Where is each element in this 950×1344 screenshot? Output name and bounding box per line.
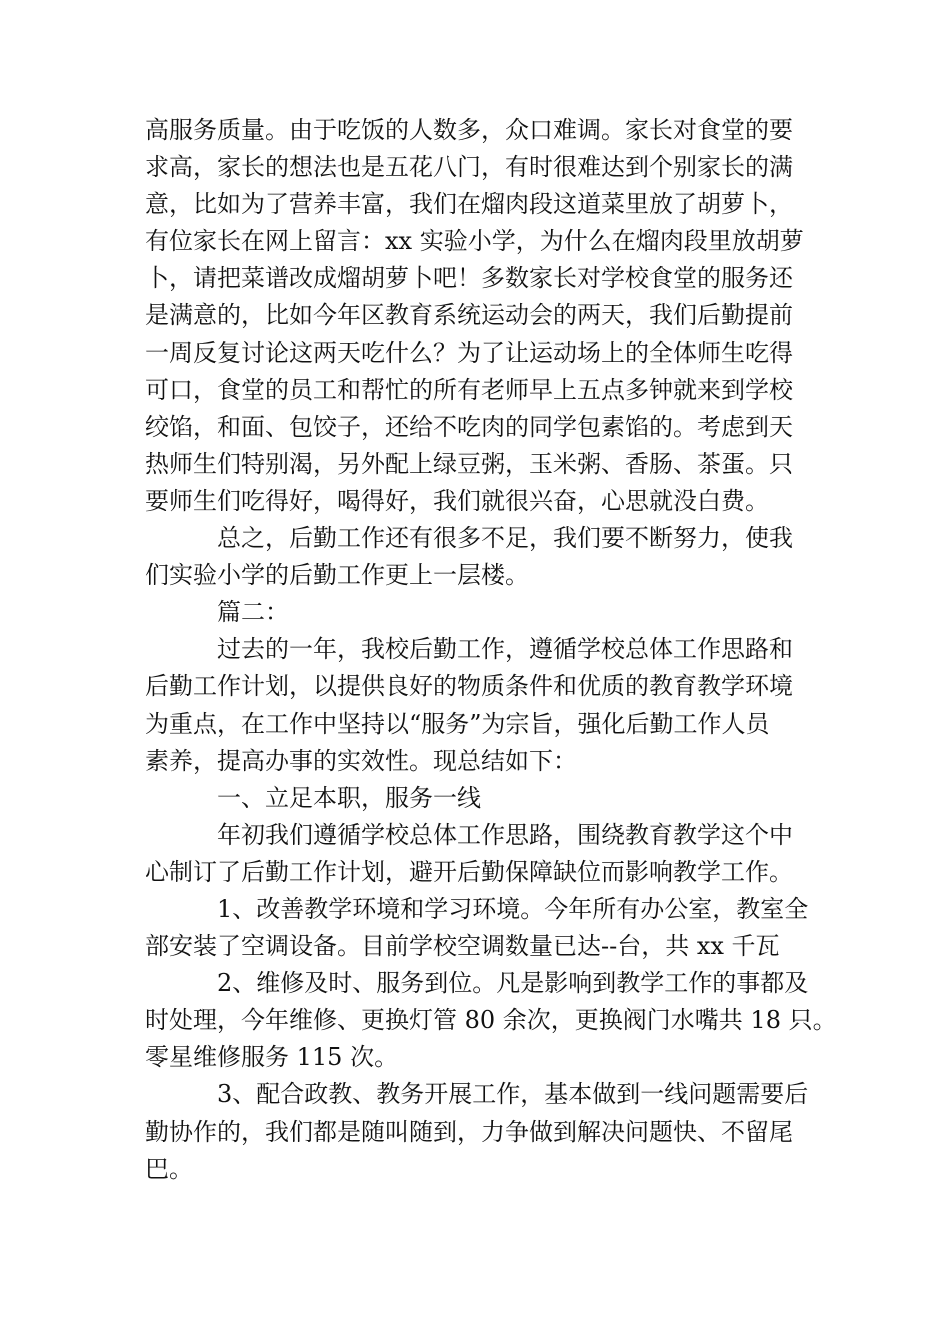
text-line: 有位家长在网上留言：xx 实验小学，为什么在熘肉段里放胡萝 <box>145 227 804 256</box>
text-line: 巴。 <box>145 1154 193 1183</box>
paragraph-line: 3、配合政教、教务开展工作，基本做到一线问题需要后 <box>217 1080 809 1109</box>
text-line: 部安装了空调设备。目前学校空调数量已达--台，共 xx 千瓦 <box>145 932 780 961</box>
text-line: 卜，请把菜谱改成熘胡萝卜吧！多数家长对学校食堂的服务还 <box>145 264 793 293</box>
text-line: 高服务质量。由于吃饭的人数多，众口难调。家长对食堂的要 <box>145 116 793 144</box>
text-line: 绞馅，和面、包饺子，还给不吃肉的同学包素馅的。考虑到天 <box>145 412 793 441</box>
text-line: 意，比如为了营养丰富，我们在熘肉段这道菜里放了胡萝卜， <box>145 190 793 219</box>
text-line: 们实验小学的后勤工作更上一层楼。 <box>145 561 529 590</box>
paragraph-line: 过去的一年，我校后勤工作，遵循学校总体工作思路和 <box>217 635 793 664</box>
text-line: 是满意的，比如今年区教育系统运动会的两天，我们后勤提前 <box>145 301 793 330</box>
text-line: 要师生们吃得好，喝得好，我们就很兴奋，心思就没白费。 <box>145 486 769 515</box>
text-line: 后勤工作计划，以提供良好的物质条件和优质的教育教学环境 <box>145 672 793 701</box>
text-line: 素养，提高办事的实效性。现总结如下： <box>145 746 577 775</box>
text-line: 热师生们特别渴，另外配上绿豆粥，玉米粥、香肠、茶蛋。只 <box>145 449 793 478</box>
section-heading: 一、立足本职，服务一线 <box>217 783 481 812</box>
text-line: 时处理，今年维修、更换灯管 80 余次，更换阀门水嘴共 18 只。 <box>145 1006 837 1035</box>
paragraph-line: 总之，后勤工作还有很多不足，我们要不断努力，使我 <box>217 524 793 553</box>
text-line: 勤协作的，我们都是随叫随到，力争做到解决问题快、不留尾 <box>145 1117 793 1146</box>
document-body <box>145 112 837 1188</box>
paragraph-line: 1、改善教学环境和学习环境。今年所有办公室，教室全 <box>217 894 809 923</box>
text-line: 零星维修服务 115 次。 <box>145 1043 399 1072</box>
text-line: 一周反复讨论这两天吃什么？为了让运动场上的全体师生吃得 <box>145 338 793 367</box>
paragraph-line: 2、维修及时、服务到位。凡是影响到教学工作的事都及 <box>217 969 809 998</box>
text-line: 心制订了后勤工作计划，避开后勤保障缺位而影响教学工作。 <box>145 857 793 886</box>
text-line: 求高，家长的想法也是五花八门，有时很难达到个别家长的满 <box>145 153 793 182</box>
text-line: 为重点，在工作中坚持以“服务”为宗旨，强化后勤工作人员 <box>145 709 770 738</box>
paragraph-line: 年初我们遵循学校总体工作思路，围绕教育教学这个中 <box>217 820 793 849</box>
text-line: 可口，食堂的员工和帮忙的所有老师早上五点多钟就来到学校 <box>145 375 793 404</box>
section-heading: 篇二： <box>217 598 289 627</box>
